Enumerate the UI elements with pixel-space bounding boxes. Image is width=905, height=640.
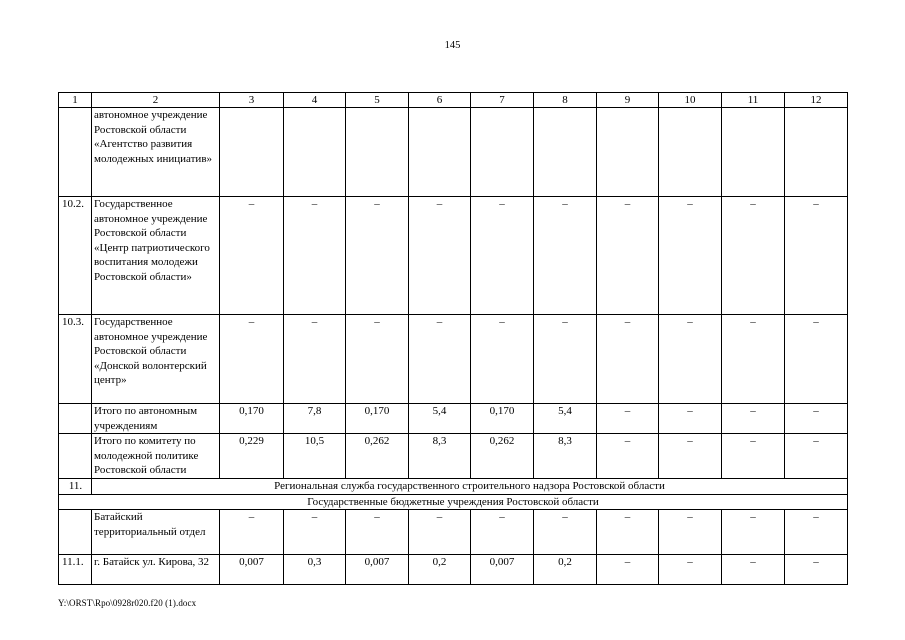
value-cell: –: [534, 510, 597, 555]
value-cell: –: [785, 555, 848, 585]
value-cell: 0,170: [220, 404, 284, 434]
data-table: [58, 92, 848, 585]
value-cell: 5,4: [409, 404, 471, 434]
value-cell: –: [534, 197, 597, 315]
row-number: [59, 510, 92, 555]
value-cell: –: [346, 197, 409, 315]
value-cell: –: [722, 434, 785, 479]
header-cell: 9: [597, 93, 659, 108]
value-cell: –: [659, 197, 722, 315]
header-cell: 6: [409, 93, 471, 108]
value-cell: –: [409, 315, 471, 404]
value-cell: 0,007: [346, 555, 409, 585]
table-row: [59, 315, 848, 404]
value-cell: –: [284, 510, 346, 555]
section-row: [59, 479, 848, 495]
value-cell: 8,3: [534, 434, 597, 479]
value-cell: 0,007: [471, 555, 534, 585]
value-cell: 0,262: [471, 434, 534, 479]
value-cell: –: [471, 315, 534, 404]
value-cell: 0,229: [220, 434, 284, 479]
table-row: [59, 555, 848, 585]
header-cell: 2: [92, 93, 220, 108]
row-number: 10.2.: [59, 197, 92, 315]
value-cell: –: [722, 555, 785, 585]
subsection-title: Государственные бюджетные учреждения Ростовской области: [59, 494, 848, 510]
header-row: [59, 93, 848, 108]
value-cell: 8,3: [409, 434, 471, 479]
value-cell: [471, 108, 534, 197]
header-cell: 10: [659, 93, 722, 108]
header-cell: 4: [284, 93, 346, 108]
value-cell: –: [409, 510, 471, 555]
header-cell: 3: [220, 93, 284, 108]
subsection-row: [59, 494, 848, 510]
value-cell: –: [471, 510, 534, 555]
row-number: [59, 404, 92, 434]
value-cell: –: [597, 197, 659, 315]
row-number: 10.3.: [59, 315, 92, 404]
value-cell: –: [346, 510, 409, 555]
institution-name: Итого по комитету по молодежной политике Ростовской области: [92, 434, 220, 479]
value-cell: –: [346, 315, 409, 404]
value-cell: –: [659, 510, 722, 555]
value-cell: 0,3: [284, 555, 346, 585]
value-cell: –: [659, 404, 722, 434]
header-cell: 5: [346, 93, 409, 108]
page-number: 145: [444, 40, 461, 51]
value-cell: –: [284, 197, 346, 315]
section-title: Региональная служба государственного строительного надзора Ростовской области: [92, 479, 848, 495]
table-row: [59, 510, 848, 555]
value-cell: 0,2: [409, 555, 471, 585]
value-cell: –: [659, 434, 722, 479]
value-cell: 0,170: [471, 404, 534, 434]
value-cell: [597, 108, 659, 197]
row-number: [59, 108, 92, 197]
value-cell: –: [722, 197, 785, 315]
value-cell: –: [722, 404, 785, 434]
institution-name: автономное учреждение Ростовской области «Агентство развития молодежных инициатив»: [92, 108, 220, 197]
value-cell: –: [597, 404, 659, 434]
value-cell: –: [785, 197, 848, 315]
value-cell: –: [597, 555, 659, 585]
value-cell: –: [220, 197, 284, 315]
institution-name: Государственное автономное учреждение Ростовской области «Центр патриотического воспитания молодежи Ростовской области»: [92, 197, 220, 315]
table-row: [59, 434, 848, 479]
value-cell: –: [785, 315, 848, 404]
row-number: 11.1.: [59, 555, 92, 585]
table-row: [59, 197, 848, 315]
value-cell: –: [722, 510, 785, 555]
value-cell: –: [722, 315, 785, 404]
value-cell: 7,8: [284, 404, 346, 434]
table-row: [59, 108, 848, 197]
value-cell: –: [597, 434, 659, 479]
institution-name: г. Батайск ул. Кирова, 32: [92, 555, 220, 585]
value-cell: –: [284, 315, 346, 404]
value-cell: [785, 108, 848, 197]
value-cell: –: [534, 315, 597, 404]
header-cell: 7: [471, 93, 534, 108]
value-cell: –: [659, 315, 722, 404]
value-cell: 0,170: [346, 404, 409, 434]
value-cell: –: [597, 315, 659, 404]
value-cell: 10,5: [284, 434, 346, 479]
institution-name: Итого по автономным учреждениям: [92, 404, 220, 434]
value-cell: [534, 108, 597, 197]
header-cell: 1: [59, 93, 92, 108]
header-cell: 12: [785, 93, 848, 108]
value-cell: [722, 108, 785, 197]
header-cell: 8: [534, 93, 597, 108]
section-number: 11.: [59, 479, 92, 495]
header-cell: 11: [722, 93, 785, 108]
value-cell: –: [220, 315, 284, 404]
value-cell: [220, 108, 284, 197]
value-cell: –: [785, 404, 848, 434]
value-cell: –: [659, 555, 722, 585]
value-cell: [346, 108, 409, 197]
value-cell: –: [220, 510, 284, 555]
value-cell: 5,4: [534, 404, 597, 434]
file-path-footer: Y:\ORST\Rpo\0928r020.f20 (1).docx: [58, 598, 197, 608]
value-cell: –: [785, 434, 848, 479]
value-cell: –: [409, 197, 471, 315]
value-cell: [659, 108, 722, 197]
row-number: [59, 434, 92, 479]
value-cell: –: [597, 510, 659, 555]
institution-name: Государственное автономное учреждение Ростовской области «Донской волонтерский центр»: [92, 315, 220, 404]
value-cell: –: [471, 197, 534, 315]
institution-name: Батайский территориальный отдел: [92, 510, 220, 555]
value-cell: 0,007: [220, 555, 284, 585]
value-cell: –: [785, 510, 848, 555]
value-cell: [409, 108, 471, 197]
table-row: [59, 404, 848, 434]
value-cell: 0,262: [346, 434, 409, 479]
value-cell: 0,2: [534, 555, 597, 585]
value-cell: [284, 108, 346, 197]
